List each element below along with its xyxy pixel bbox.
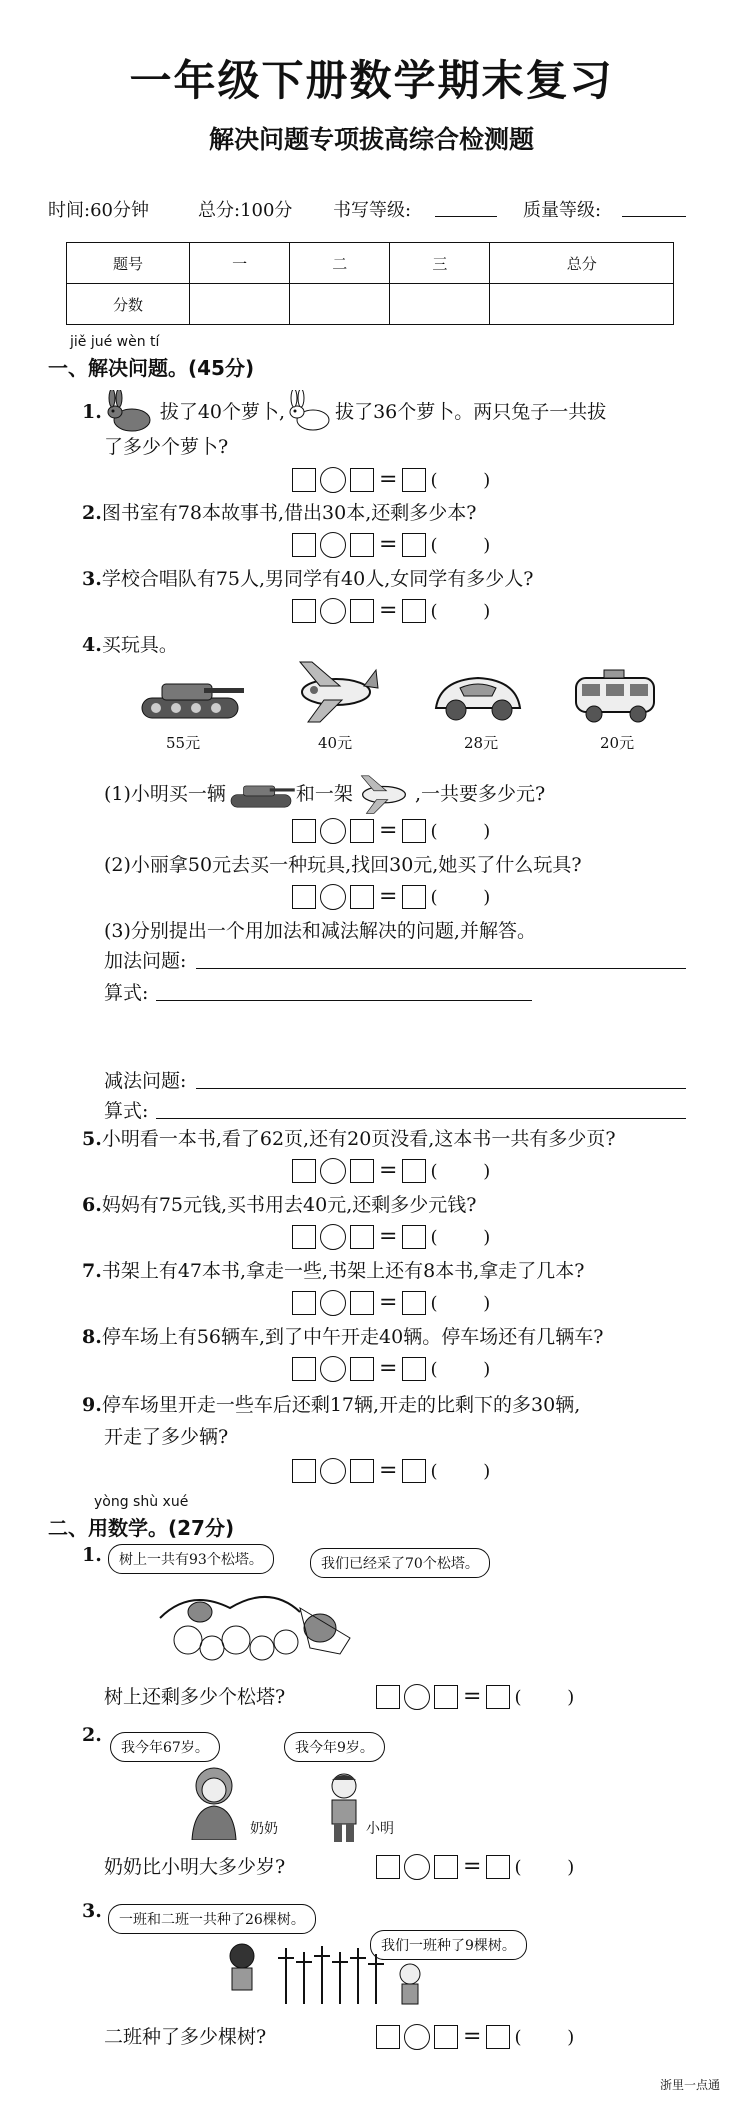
meta-time: 时间:60分钟 — [48, 200, 149, 221]
equals-sign: = — [379, 598, 398, 623]
add-question-line[interactable] — [196, 948, 686, 969]
q9-number: 9. — [82, 1394, 102, 1416]
section1-title: 一、解决问题。(45分) — [48, 356, 255, 380]
q1-text-part2: 拔了36个萝卜。两只兔子一共拔 — [335, 401, 607, 423]
price-car: 28元 — [464, 734, 499, 752]
score-table-header: 三 — [390, 243, 490, 284]
answer-box[interactable] — [292, 1225, 316, 1249]
s2-q2-question: 奶奶比小明大多少岁? — [104, 1856, 286, 1878]
speech-bubble: 我们已经采了70个松塔。 — [310, 1548, 490, 1578]
answer-box[interactable] — [402, 599, 426, 623]
operator-circle[interactable] — [404, 1684, 430, 1710]
score-table-header: 一 — [190, 243, 290, 284]
q2-number: 2. — [82, 502, 102, 524]
s2-q1-question: 树上还剩多少个松塔? — [104, 1686, 286, 1708]
tree-planting-illustration-icon — [220, 1938, 430, 2010]
price-tank: 55元 — [166, 734, 201, 752]
speech-bubble: 树上一共有93个松塔。 — [108, 1544, 274, 1574]
answer-box[interactable] — [350, 1459, 374, 1483]
s2-q3-number: 3. — [82, 1900, 102, 1922]
section2-title: 二、用数学。(27分) — [48, 1516, 235, 1540]
equals-sign: = — [379, 467, 398, 492]
meta-quality: 质量等级: — [523, 200, 602, 221]
price-van: 20元 — [600, 734, 635, 752]
answer-box[interactable] — [292, 885, 316, 909]
q4-number: 4. — [82, 634, 102, 656]
answer-box[interactable] — [292, 1291, 316, 1315]
unit-parens[interactable]: ( ) — [430, 469, 491, 491]
answer-box[interactable] — [402, 885, 426, 909]
grandma-label: 奶奶 — [250, 1821, 278, 1837]
answer-box[interactable] — [350, 1357, 374, 1381]
answer-box[interactable] — [376, 2025, 400, 2049]
answer-box[interactable] — [292, 533, 316, 557]
s2-q2-number: 2. — [82, 1724, 102, 1746]
answer-box[interactable] — [486, 2025, 510, 2049]
q3-text: 学校合唱队有75人,男同学有40人,女同学有多少人? — [101, 568, 534, 590]
q9-text: 停车场里开走一些车后还剩17辆,开走的比剩下的多30辆, — [101, 1394, 581, 1416]
add-formula-line[interactable] — [156, 980, 532, 1001]
answer-box[interactable] — [402, 819, 426, 843]
answer-box[interactable] — [434, 1685, 458, 1709]
quality-grade-field[interactable] — [622, 196, 686, 217]
boy-icon — [322, 1770, 366, 1844]
operator-circle[interactable] — [320, 818, 346, 844]
q9-text-line2: 开走了多少辆? — [104, 1426, 229, 1448]
answer-formula — [292, 1224, 490, 1250]
unit-parens[interactable]: ( ) — [430, 1358, 491, 1380]
q4-sub2: (2)小丽拿50元去买一种玩具,找回30元,她买了什么玩具? — [104, 854, 582, 876]
toy-car-icon — [430, 668, 526, 726]
score-table-header: 总分 — [490, 243, 674, 284]
airplane-icon — [353, 772, 415, 816]
score-cell[interactable] — [390, 284, 490, 325]
answer-box[interactable] — [434, 1855, 458, 1879]
van-icon — [568, 664, 662, 726]
airplane-icon — [290, 656, 382, 726]
answer-box[interactable] — [350, 533, 374, 557]
answer-formula — [292, 598, 490, 624]
sub-formula-line[interactable] — [156, 1098, 686, 1119]
operator-circle[interactable] — [320, 598, 346, 624]
answer-box[interactable] — [486, 1855, 510, 1879]
thought-bubble: 我今年67岁。 — [110, 1732, 220, 1762]
operator-circle[interactable] — [320, 1224, 346, 1250]
q4-sub1-b: 和一架 — [295, 783, 353, 805]
equals-sign: = — [379, 884, 398, 909]
page-subtitle: 解决问题专项拔高综合检测题 — [208, 125, 534, 154]
score-cell[interactable] — [490, 284, 674, 325]
page-title: 一年级下册数学期末复习 — [129, 56, 614, 105]
equals-sign: = — [463, 2024, 482, 2049]
unit-parens[interactable]: ( ) — [430, 1226, 491, 1248]
answer-formula — [376, 1854, 574, 1880]
operator-circle[interactable] — [320, 1356, 346, 1382]
operator-circle[interactable] — [404, 1854, 430, 1880]
answer-formula — [292, 1458, 490, 1484]
answer-box[interactable] — [402, 1291, 426, 1315]
tank-icon — [134, 668, 246, 726]
answer-box[interactable] — [376, 1855, 400, 1879]
answer-box[interactable] — [292, 1159, 316, 1183]
operator-circle[interactable] — [320, 1458, 346, 1484]
score-table — [66, 242, 674, 325]
answer-box[interactable] — [350, 819, 374, 843]
q5-number: 5. — [82, 1128, 102, 1150]
q1-text-line2: 了多少个萝卜? — [104, 436, 229, 458]
q4-sub3: (3)分别提出一个用加法和减法解决的问题,并解答。 — [104, 920, 536, 942]
sub-question-line[interactable] — [196, 1068, 686, 1089]
q6-text: 妈妈有75元钱,买书用去40元,还剩多少元钱? — [101, 1194, 477, 1216]
answer-formula — [376, 1684, 574, 1710]
add-formula-label: 算式: — [104, 982, 149, 1004]
answer-formula — [292, 884, 490, 910]
score-cell[interactable] — [290, 284, 390, 325]
unit-parens[interactable]: ( ) — [430, 1460, 491, 1482]
answer-formula — [292, 1356, 490, 1382]
thought-bubble: 我今年9岁。 — [284, 1732, 385, 1762]
operator-circle[interactable] — [404, 2024, 430, 2050]
score-table-header: 二 — [290, 243, 390, 284]
tank-icon — [226, 774, 296, 814]
q3-number: 3. — [82, 568, 102, 590]
s2-q1-number: 1. — [82, 1544, 102, 1566]
unit-parens[interactable]: ( ) — [430, 1292, 491, 1314]
rabbit-icon — [102, 390, 160, 434]
equals-sign: = — [379, 1224, 398, 1249]
answer-formula — [292, 532, 490, 558]
q8-number: 8. — [82, 1326, 102, 1348]
answer-formula — [292, 818, 490, 844]
answer-box[interactable] — [350, 1225, 374, 1249]
unit-parens[interactable]: ( ) — [514, 2026, 575, 2048]
answer-box[interactable] — [402, 468, 426, 492]
equals-sign: = — [379, 1356, 398, 1381]
score-cell[interactable] — [190, 284, 290, 325]
answer-box[interactable] — [350, 599, 374, 623]
unit-parens[interactable]: ( ) — [430, 820, 491, 842]
unit-parens[interactable]: ( ) — [430, 886, 491, 908]
unit-parens[interactable]: ( ) — [514, 1856, 575, 1878]
answer-box[interactable] — [292, 1459, 316, 1483]
section2-pinyin: yòng shù xué — [94, 1494, 189, 1510]
answer-formula — [292, 467, 490, 493]
equals-sign: = — [463, 1684, 482, 1709]
q7-text: 书架上有47本书,拿走一些,书架上还有8本书,拿走了几本? — [101, 1260, 585, 1282]
unit-parens[interactable]: ( ) — [430, 600, 491, 622]
answer-box[interactable] — [402, 533, 426, 557]
q4-text: 买玩具。 — [101, 634, 178, 656]
answer-box[interactable] — [350, 468, 374, 492]
score-row-label: 分数 — [67, 284, 190, 325]
answer-box[interactable] — [350, 1159, 374, 1183]
grandma-icon — [184, 1762, 244, 1840]
meta-writing: 书写等级: — [333, 200, 412, 221]
answer-box[interactable] — [402, 1357, 426, 1381]
q5-text: 小明看一本书,看了62页,还有20页没看,这本书一共有多少页? — [101, 1128, 616, 1150]
speech-bubble: 我们一班种了9棵树。 — [370, 1930, 527, 1960]
answer-box[interactable] — [376, 1685, 400, 1709]
price-airplane: 40元 — [318, 734, 353, 752]
operator-circle[interactable] — [320, 467, 346, 493]
meta-score: 总分:100分 — [198, 200, 293, 221]
operator-circle[interactable] — [320, 884, 346, 910]
watermark: 浙里一点通 — [660, 2078, 721, 2092]
equals-sign: = — [379, 532, 398, 557]
unit-parens[interactable]: ( ) — [430, 1160, 491, 1182]
pine-cone-picking-illustration-icon — [150, 1578, 360, 1664]
boy-label: 小明 — [366, 1821, 394, 1837]
equals-sign: = — [379, 1458, 398, 1483]
add-question-label: 加法问题: — [104, 950, 187, 972]
answer-box[interactable] — [402, 1159, 426, 1183]
sub-formula-label: 算式: — [104, 1100, 149, 1122]
sub-question-label: 减法问题: — [104, 1070, 187, 1092]
unit-parens[interactable]: ( ) — [514, 1686, 575, 1708]
answer-box[interactable] — [402, 1225, 426, 1249]
operator-circle[interactable] — [320, 1158, 346, 1184]
answer-box[interactable] — [292, 468, 316, 492]
answer-formula — [292, 1290, 490, 1316]
q4-sub1-c: ,一共要多少元? — [414, 783, 546, 805]
speech-bubble: 一班和二班一共种了26棵树。 — [108, 1904, 316, 1934]
equals-sign: = — [463, 1854, 482, 1879]
operator-circle[interactable] — [320, 1290, 346, 1316]
q1-text-part1: 拔了40个萝卜, — [159, 401, 286, 423]
rabbit-icon — [285, 390, 335, 434]
answer-box[interactable] — [434, 2025, 458, 2049]
q6-number: 6. — [82, 1194, 102, 1216]
section1-pinyin: jiě jué wèn tí — [70, 334, 160, 350]
score-table-header: 题号 — [67, 243, 190, 284]
answer-box[interactable] — [350, 1291, 374, 1315]
s2-q3-question: 二班种了多少棵树? — [104, 2026, 267, 2048]
q2-text: 图书室有78本故事书,借出30本,还剩多少本? — [101, 502, 477, 524]
q1-number: 1. — [82, 401, 102, 423]
equals-sign: = — [379, 818, 398, 843]
equals-sign: = — [379, 1158, 398, 1183]
answer-box[interactable] — [486, 1685, 510, 1709]
answer-formula — [376, 2024, 574, 2050]
equals-sign: = — [379, 1290, 398, 1315]
writing-grade-field[interactable] — [435, 196, 497, 217]
q4-sub1-a: (1)小明买一辆 — [104, 783, 226, 805]
answer-box[interactable] — [402, 1459, 426, 1483]
answer-box[interactable] — [292, 1357, 316, 1381]
answer-formula — [292, 1158, 490, 1184]
q8-text: 停车场上有56辆车,到了中午开走40辆。停车场还有几辆车? — [101, 1326, 604, 1348]
unit-parens[interactable]: ( ) — [430, 534, 491, 556]
answer-box[interactable] — [292, 819, 316, 843]
operator-circle[interactable] — [320, 532, 346, 558]
answer-box[interactable] — [292, 599, 316, 623]
q7-number: 7. — [82, 1260, 102, 1282]
answer-box[interactable] — [350, 885, 374, 909]
